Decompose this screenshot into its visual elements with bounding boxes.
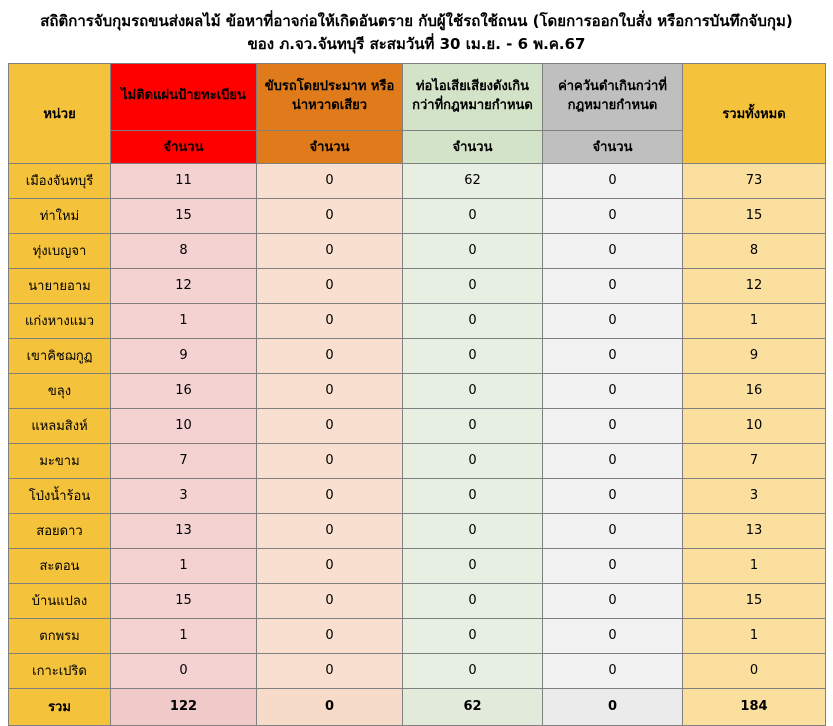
row-total: 1 (683, 303, 826, 338)
row-col-3: 0 (403, 338, 543, 373)
row-col-2: 0 (257, 408, 403, 443)
title-line-1: สถิติการจับกุมรถขนส่งผลไม้ ข้อหาที่อาจก่อให้เกิดอันตราย กับผู้ใช้รถใช้ถนน (โดยการออกใบสั่ง หรือการบันทึกจับกุม) (40, 12, 793, 30)
row-col-1: 16 (111, 373, 257, 408)
header-col-4: ค่าควันดำเกินกว่าที่กฎหมายกำหนด (543, 63, 683, 130)
row-col-4: 0 (543, 338, 683, 373)
table-body (9, 163, 826, 725)
summary-total: 184 (683, 688, 826, 725)
row-col-3: 0 (403, 303, 543, 338)
table-row (9, 618, 826, 653)
row-col-2: 0 (257, 513, 403, 548)
row-col-1: 8 (111, 233, 257, 268)
row-total: 7 (683, 443, 826, 478)
table-row (9, 268, 826, 303)
row-col-3: 0 (403, 513, 543, 548)
row-unit: นายายอาม (9, 268, 111, 303)
table-row (9, 513, 826, 548)
row-total: 0 (683, 653, 826, 688)
row-col-2: 0 (257, 303, 403, 338)
row-col-2: 0 (257, 478, 403, 513)
row-col-4: 0 (543, 653, 683, 688)
row-unit: บ้านแปลง (9, 583, 111, 618)
row-col-4: 0 (543, 548, 683, 583)
row-col-1: 10 (111, 408, 257, 443)
row-col-3: 0 (403, 653, 543, 688)
table-header (9, 63, 826, 163)
row-total: 16 (683, 373, 826, 408)
header-sub-4: จำนวน (543, 130, 683, 163)
row-col-2: 0 (257, 373, 403, 408)
summary-col-2: 0 (257, 688, 403, 725)
row-unit: ท่าใหม่ (9, 198, 111, 233)
row-col-1: 15 (111, 583, 257, 618)
row-unit: ตกพรม (9, 618, 111, 653)
row-total: 10 (683, 408, 826, 443)
row-col-2: 0 (257, 338, 403, 373)
row-unit: แก่งหางแมว (9, 303, 111, 338)
row-col-4: 0 (543, 618, 683, 653)
row-col-1: 0 (111, 653, 257, 688)
row-col-4: 0 (543, 268, 683, 303)
table-row (9, 443, 826, 478)
summary-col-3: 62 (403, 688, 543, 725)
row-total: 9 (683, 338, 826, 373)
header-col-1: ไม่ติดแผ่นป้ายทะเบียน (111, 63, 257, 130)
row-total: 13 (683, 513, 826, 548)
row-col-3: 0 (403, 408, 543, 443)
row-total: 3 (683, 478, 826, 513)
row-col-1: 1 (111, 618, 257, 653)
row-col-3: 0 (403, 233, 543, 268)
row-col-1: 15 (111, 198, 257, 233)
summary-col-1: 122 (111, 688, 257, 725)
document-title (8, 10, 825, 57)
table-row (9, 338, 826, 373)
row-col-4: 0 (543, 303, 683, 338)
row-col-4: 0 (543, 513, 683, 548)
table-row (9, 653, 826, 688)
row-unit: ขลุง (9, 373, 111, 408)
row-col-3: 0 (403, 478, 543, 513)
row-total: 12 (683, 268, 826, 303)
table-row (9, 548, 826, 583)
table-row (9, 233, 826, 268)
row-unit: โป่งน้ำร้อน (9, 478, 111, 513)
row-col-4: 0 (543, 373, 683, 408)
header-sub-2: จำนวน (257, 130, 403, 163)
row-unit: สะตอน (9, 548, 111, 583)
row-col-3: 0 (403, 198, 543, 233)
row-col-3: 0 (403, 373, 543, 408)
row-col-3: 0 (403, 268, 543, 303)
table-row (9, 303, 826, 338)
row-col-2: 0 (257, 163, 403, 198)
row-col-1: 11 (111, 163, 257, 198)
row-col-1: 12 (111, 268, 257, 303)
row-col-2: 0 (257, 198, 403, 233)
row-col-1: 7 (111, 443, 257, 478)
row-col-2: 0 (257, 583, 403, 618)
table-row (9, 408, 826, 443)
summary-label: รวม (9, 688, 111, 725)
row-col-1: 1 (111, 303, 257, 338)
row-col-2: 0 (257, 548, 403, 583)
row-col-4: 0 (543, 583, 683, 618)
table-row (9, 198, 826, 233)
row-col-3: 0 (403, 583, 543, 618)
row-col-2: 0 (257, 618, 403, 653)
row-col-2: 0 (257, 233, 403, 268)
row-total: 1 (683, 618, 826, 653)
row-col-4: 0 (543, 408, 683, 443)
row-unit: แหลมสิงห์ (9, 408, 111, 443)
row-unit: เมืองจันทบุรี (9, 163, 111, 198)
header-row-main (9, 63, 826, 130)
row-total: 8 (683, 233, 826, 268)
header-col-2: ขับรถโดยประมาท หรือ น่าหวาดเสียว (257, 63, 403, 130)
row-total: 73 (683, 163, 826, 198)
statistics-table (8, 63, 826, 726)
title-line-2: ของ ภ.จว.จันทบุรี สะสมวันที่ 30 เม.ย. - 6 พ.ค.67 (247, 35, 586, 54)
header-col-3: ท่อไอเสียเสียงดังเกินกว่าที่กฎหมายกำหนด (403, 63, 543, 130)
row-col-1: 1 (111, 548, 257, 583)
row-total: 1 (683, 548, 826, 583)
row-col-4: 0 (543, 443, 683, 478)
row-col-3: 62 (403, 163, 543, 198)
row-col-3: 0 (403, 618, 543, 653)
row-unit: มะขาม (9, 443, 111, 478)
row-unit: ทุ่งเบญจา (9, 233, 111, 268)
header-sub-3: จำนวน (403, 130, 543, 163)
table-row (9, 478, 826, 513)
row-total: 15 (683, 198, 826, 233)
row-unit: สอยดาว (9, 513, 111, 548)
header-sub-1: จำนวน (111, 130, 257, 163)
row-unit: เกาะเปริด (9, 653, 111, 688)
row-col-1: 13 (111, 513, 257, 548)
row-col-3: 0 (403, 443, 543, 478)
header-total: รวมทั้งหมด (683, 63, 826, 163)
row-col-4: 0 (543, 233, 683, 268)
table-row (9, 373, 826, 408)
row-col-2: 0 (257, 268, 403, 303)
row-col-1: 3 (111, 478, 257, 513)
row-col-2: 0 (257, 653, 403, 688)
row-col-4: 0 (543, 478, 683, 513)
table-row (9, 583, 826, 618)
table-summary-row (9, 688, 826, 725)
row-unit: เขาคิชฌกูฏ (9, 338, 111, 373)
row-col-1: 9 (111, 338, 257, 373)
row-col-4: 0 (543, 198, 683, 233)
row-col-3: 0 (403, 548, 543, 583)
header-unit: หน่วย (9, 63, 111, 163)
row-col-4: 0 (543, 163, 683, 198)
row-total: 15 (683, 583, 826, 618)
row-col-2: 0 (257, 443, 403, 478)
table-row (9, 163, 826, 198)
summary-col-4: 0 (543, 688, 683, 725)
